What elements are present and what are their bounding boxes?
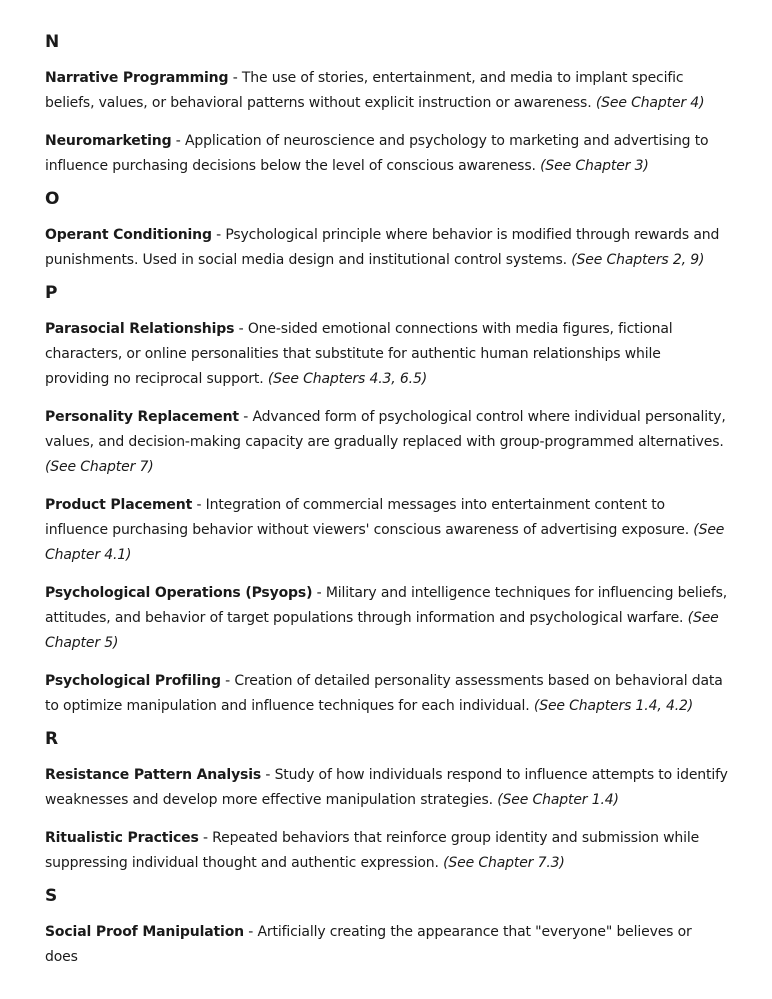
- glossary-term: Psychological Profiling: [45, 673, 221, 689]
- glossary-section: [45, 281, 728, 719]
- glossary-definition: - Integration of commercial messages into entertainment content to influence purchasing behavior without viewers' conscious awareness of advertising exposure.: [45, 497, 694, 538]
- glossary-entry: [45, 763, 728, 813]
- chapter-reference: (See Chapter 4.1): [45, 522, 725, 563]
- chapter-reference: (See Chapter 7): [45, 459, 154, 475]
- glossary-definition: - Study of how individuals respond to influence attempts to identify weaknesses and develop more effective manipulation strategies.: [45, 767, 728, 808]
- glossary-term: Personality Replacement: [45, 409, 239, 425]
- glossary-term: Ritualistic Practices: [45, 830, 199, 846]
- glossary-definition: - Military and intelligence techniques for influencing beliefs, attitudes, and behavior of target populations through information and psychological warfare.: [45, 585, 728, 626]
- glossary-definition: - Artificially creating the appearance that "everyone" believes or does: [45, 924, 692, 965]
- glossary-entry: [45, 129, 728, 179]
- glossary-section: [45, 727, 728, 876]
- glossary-section: [45, 187, 728, 273]
- glossary-definition: - Psychological principle where behavior is modified through rewards and punishments. Used in social media design and institutional control systems.: [45, 227, 720, 268]
- glossary-definition: - Repeated behaviors that reinforce group identity and submission while suppressing individual thought and authentic expression.: [45, 830, 700, 871]
- section-letter-heading: S: [45, 886, 58, 906]
- glossary-entry: [45, 317, 728, 392]
- glossary-section: [45, 30, 728, 179]
- section-letter-heading: R: [45, 729, 59, 749]
- glossary-entry: [45, 581, 728, 656]
- glossary-entry: [45, 826, 728, 876]
- chapter-reference: (See Chapter 1.4): [497, 792, 619, 808]
- glossary-definition: - The use of stories, entertainment, and media to implant specific beliefs, values, or behavioral patterns without explicit instruction or awareness.: [45, 70, 684, 111]
- glossary-definition: - Creation of detailed personality assessments based on behavioral data to optimize manipulation and influence techniques for each individual.: [45, 673, 723, 714]
- glossary-term: Product Placement: [45, 497, 193, 513]
- glossary-definition: - Advanced form of psychological control where individual personality, values, and decision-making capacity are gradually replaced with group-programmed alternatives.: [45, 409, 726, 450]
- glossary-term: Psychological Operations (Psyops): [45, 585, 313, 601]
- glossary-section: [45, 884, 728, 970]
- glossary-term: Neuromarketing: [45, 133, 172, 149]
- glossary-entry: [45, 223, 728, 273]
- chapter-reference: (See Chapter 7.3): [443, 855, 565, 871]
- chapter-reference: (See Chapter 5): [45, 610, 719, 651]
- glossary-term: Social Proof Manipulation: [45, 924, 244, 940]
- glossary-term: Parasocial Relationships: [45, 321, 235, 337]
- glossary-term: Operant Conditioning: [45, 227, 212, 243]
- section-letter-heading: N: [45, 32, 60, 52]
- glossary-entry: [45, 920, 728, 970]
- glossary-term: Resistance Pattern Analysis: [45, 767, 262, 783]
- chapter-reference: (See Chapter 3): [540, 158, 649, 174]
- chapter-reference: (See Chapter 4): [595, 95, 705, 111]
- section-letter-heading: O: [45, 189, 60, 209]
- chapter-reference: (See Chapters 1.4, 4.2): [533, 698, 694, 714]
- glossary-entry: [45, 405, 728, 480]
- chapter-reference: (See Chapters 2, 9): [571, 252, 705, 268]
- section-letter-heading: P: [45, 283, 58, 303]
- glossary-definition: - One-sided emotional connections with media figures, fictional characters, or online personalities that substitute for authentic human relationships while providing no reciprocal support.: [45, 321, 673, 387]
- chapter-reference: (See Chapters 4.3, 6.5): [267, 371, 428, 387]
- glossary-term: Narrative Programming: [45, 70, 229, 86]
- glossary-entry: [45, 493, 728, 568]
- glossary-entry: [45, 66, 728, 116]
- glossary-entry: [45, 669, 728, 719]
- glossary-definition: - Application of neuroscience and psychology to marketing and advertising to influence purchasing decisions below the level of conscious awareness.: [45, 133, 709, 174]
